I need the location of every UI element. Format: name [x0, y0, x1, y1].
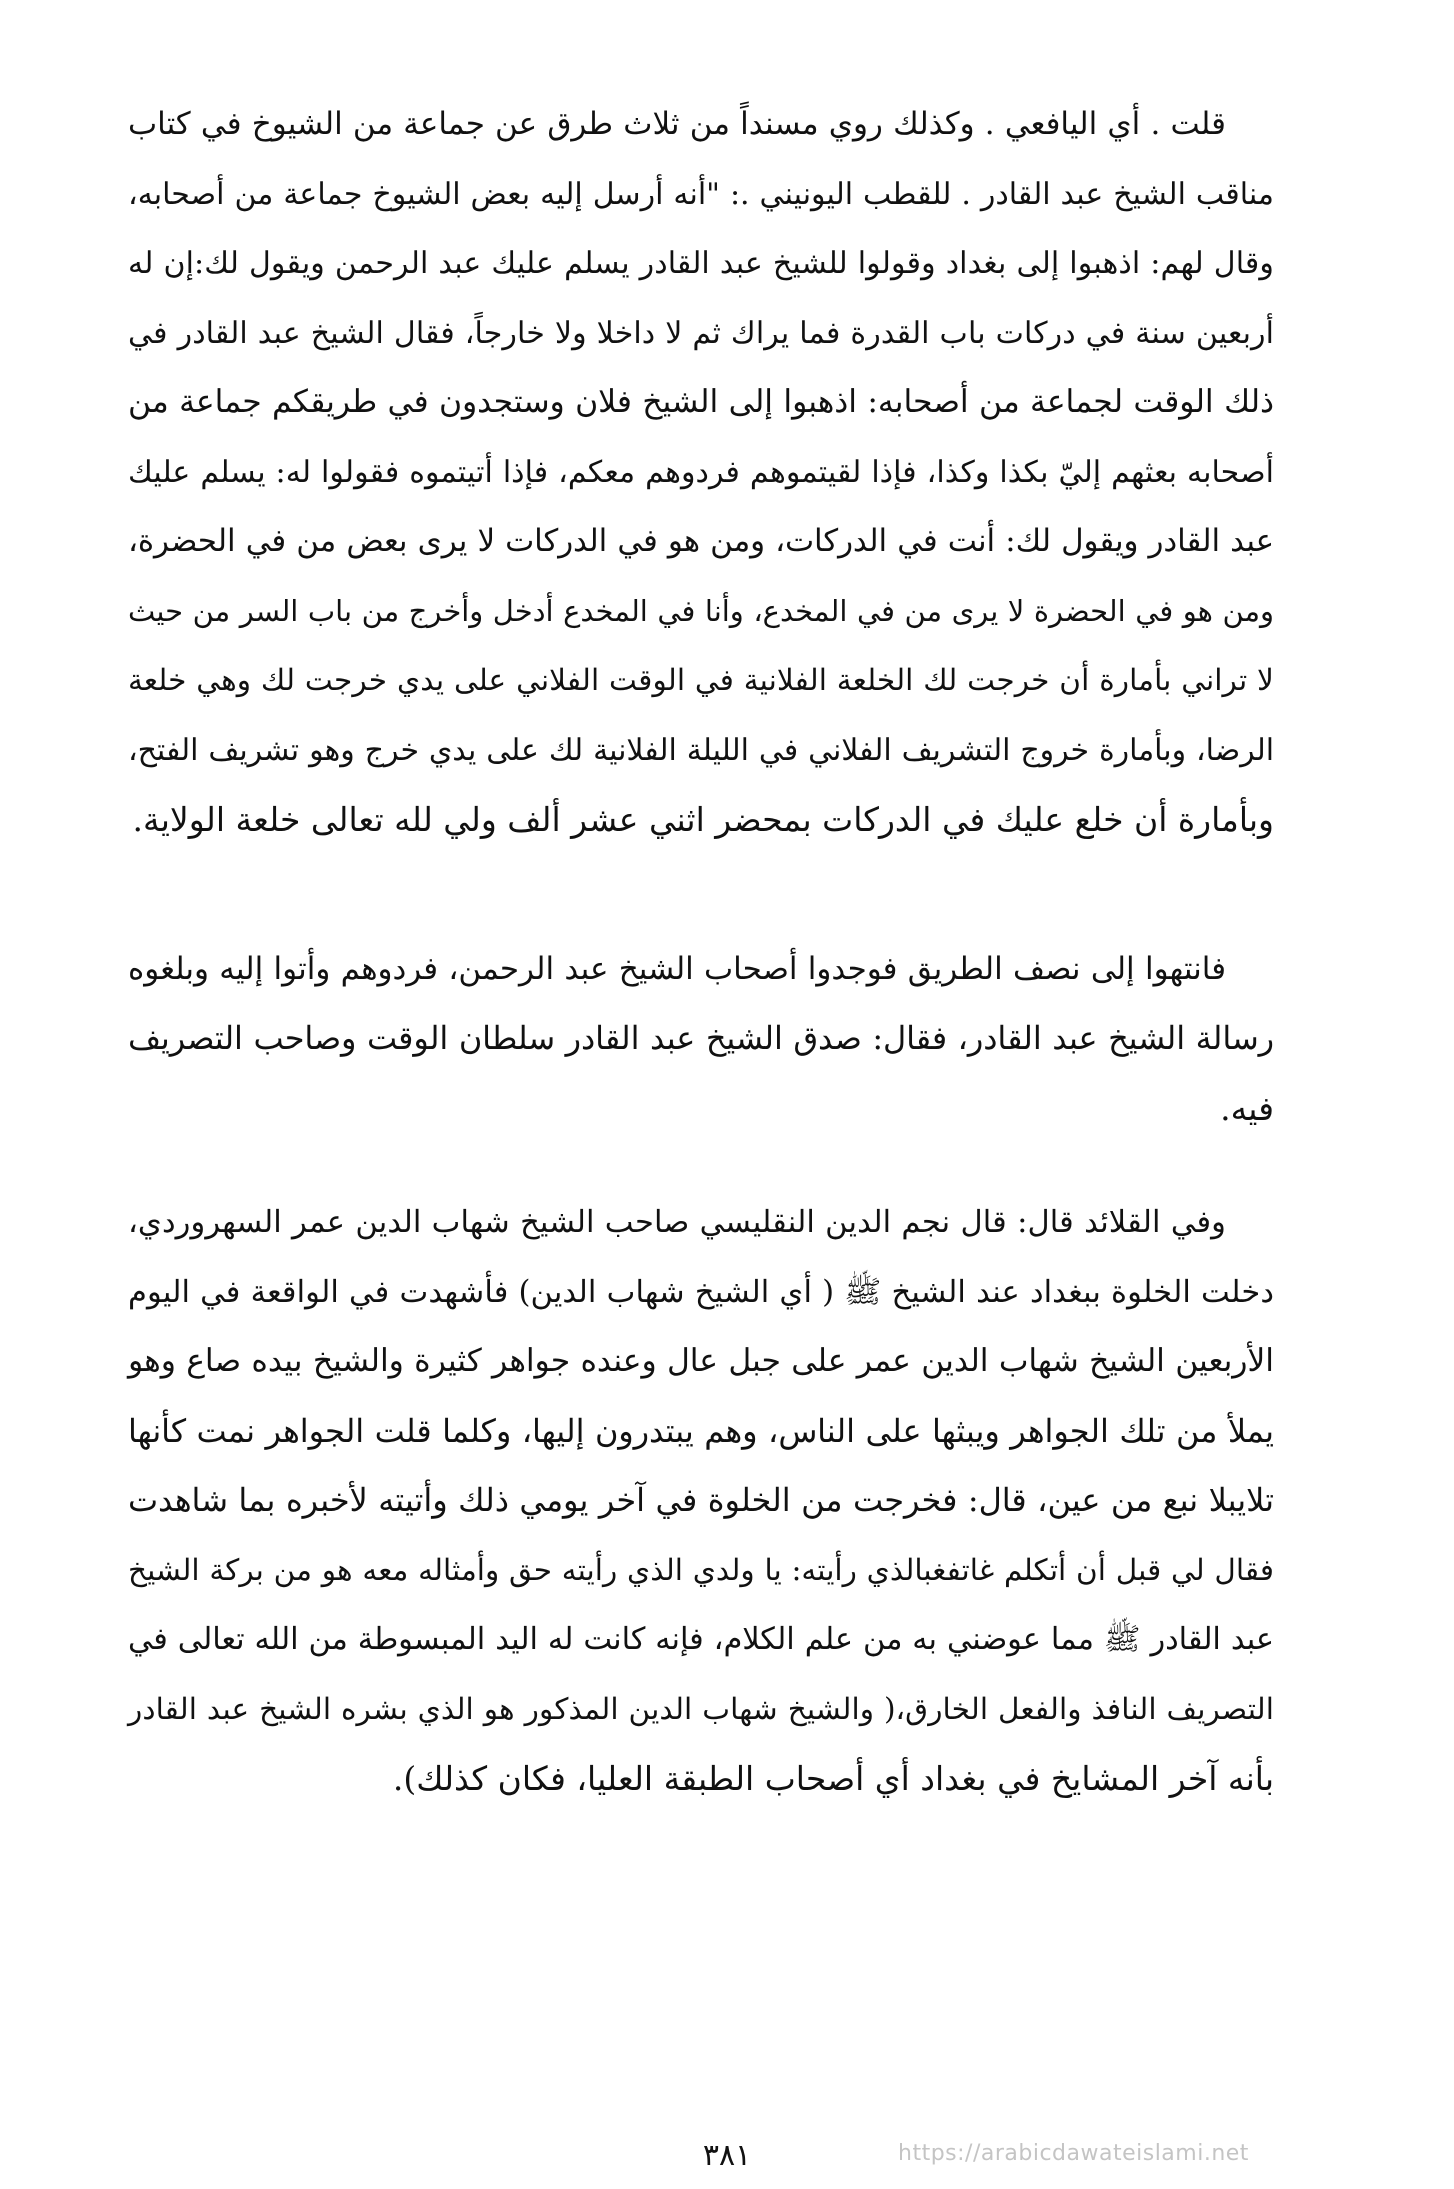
text-line: التصريف النافذ والفعل الخارق،( والشيخ شهاب الدين المذكور هو الذي بشره الشيخ عبد القادر [128, 1691, 1274, 1727]
text-line: فانتهوا إلى نصف الطريق فوجدوا أصحاب الشيخ عبد الرحمن، فردوهم وأتوا إليه وبلغوه [128, 951, 1226, 987]
paragraph-2 [128, 935, 1274, 1144]
page-number: ٣٨١ [702, 2138, 752, 2173]
text-line: دخلت الخلوة ببغداد عند الشيخ ﷺ ( أي الشيخ شهاب الدين) فأشهدت في الواقعة في اليوم [128, 1273, 1274, 1310]
text-line: فقال لي قبل أن أتكلم غاتفغبالذي رأيته: يا ولدي الذي رأيته حق وأمثاله معه هو من بركة الشيخ [128, 1552, 1274, 1587]
text-line: ومن هو في الحضرة لا يرى من في المخدع، وأنا في المخدع أدخل وأخرج من باب السر من حيث [128, 593, 1274, 628]
text-line: وفي القلائد قال: قال نجم الدين النقليسي صاحب الشيخ شهاب الدين عمر السهروردي، [128, 1204, 1226, 1240]
text-line: فيه. [1220, 1089, 1274, 1128]
text-line: تلايبلا نبع من عين، قال: فخرجت من الخلوة في آخر يومي ذلك وأتيته لأخبره بما شاهدت [128, 1481, 1274, 1519]
text-line: وبأمارة أن خلع عليك في الدركات بمحضر اثني عشر ألف ولي لله تعالى خلعة الولاية. [132, 800, 1274, 839]
text-line: الرضا، وبأمارة خروج التشريف الفلاني في الليلة الفلانية لك على يدي خرج وهو تشريف الفتح، [128, 732, 1274, 768]
text-line: لا تراني بأمارة أن خرجت لك الخلعة الفلانية في الوقت الفلاني على يدي خرجت لك وهي خلعة [128, 663, 1274, 698]
text-line: أصحابه بعثهم إليّ بكذا وكذا، فإذا لقيتموهم فردوهم معكم، فإذا أتيتموه فقولوا له: يسلم عليك [128, 454, 1274, 490]
watermark-url: https://arabicdawateislami.net [898, 2141, 1249, 2166]
text-line: بأنه آخر المشايخ في بغداد أي أصحاب الطبقة العليا، فكان كذلك). [392, 1759, 1274, 1798]
text-line: رسالة الشيخ عبد القادر، فقال: صدق الشيخ عبد القادر سلطان الوقت وصاحب التصريف [128, 1020, 1274, 1057]
text-line: وقال لهم: اذهبوا إلى بغداد وقولوا للشيخ عبد القادر يسلم عليك عبد الرحمن ويقول لك:إن له [128, 246, 1274, 281]
text-line: عبد القادر ويقول لك: أنت في الدركات، ومن هو في الدركات لا يرى بعض من في الحضرة، [128, 523, 1274, 559]
text-line: ذلك الوقت لجماعة من أصحابه: اذهبوا إلى الشيخ فلان وستجدون في طريقكم جماعة من [128, 384, 1274, 420]
text-line: الأربعين الشيخ شهاب الدين عمر على جبل عال وعنده جواهر كثيرة والشيخ بيده صاع وهو [128, 1343, 1274, 1379]
paragraph-3 [128, 1188, 1274, 1814]
text-line: يملأ من تلك الجواهر ويبثها على الناس، وهم يبتدرون إليها، وكلما قلت الجواهر نمت كأنها [128, 1412, 1274, 1450]
text-line: قلت . أي اليافعي . وكذلك روي مسنداً من ثلاث طرق عن جماعة من الشيوخ في كتاب [128, 106, 1226, 142]
text-line: عبد القادر ﷺ مما عوضني به من علم الكلام، فإنه كانت له اليد المبسوطة من الله تعالى في [128, 1622, 1274, 1657]
paragraph-1 [128, 90, 1274, 855]
text-line: مناقب الشيخ عبد القادر . للقطب اليونيني .: "أنه أرسل إليه بعض الشيوخ جماعة من أصحابه، [128, 176, 1274, 212]
text-line: أربعين سنة في دركات باب القدرة فما يراك ثم لا داخلا ولا خارجاً، فقال الشيخ عبد القادر في [128, 315, 1274, 351]
